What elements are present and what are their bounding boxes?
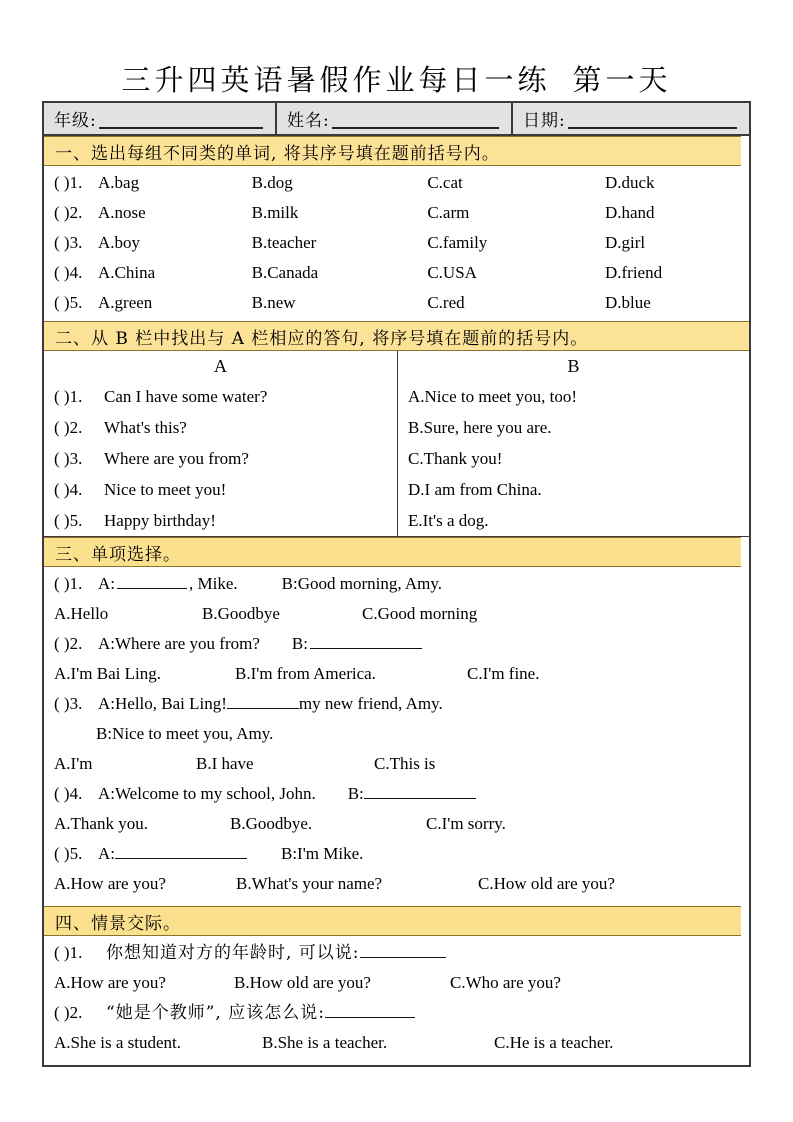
option-a[interactable]: A.I'm — [54, 754, 93, 773]
mc-question-stem — [44, 689, 749, 719]
answer-paren[interactable]: ( )5. — [54, 511, 83, 530]
answer-blank[interactable] — [325, 1002, 415, 1018]
matching-text: What's this? — [104, 418, 187, 437]
answer-paren[interactable]: ( )2. — [54, 418, 83, 437]
date-blank[interactable] — [568, 108, 737, 129]
answer-blank[interactable] — [360, 942, 446, 958]
option-b[interactable]: B.Goodbye. — [230, 814, 313, 833]
name-blank[interactable] — [332, 108, 499, 129]
stem-pre: A: — [98, 844, 115, 863]
name-field[interactable] — [277, 103, 513, 134]
answer-paren[interactable]: ( )1. — [54, 173, 83, 192]
answer-paren[interactable]: ( )1. — [54, 943, 83, 962]
matching-item-a — [44, 443, 397, 474]
word-row — [44, 288, 749, 318]
option-c[interactable]: C.arm — [427, 203, 470, 222]
option-c[interactable]: C.I'm sorry. — [426, 814, 506, 833]
stem-pre: A:Where are you from? — [98, 634, 260, 653]
page-title-main: 三升四英语暑假作业每日一练 — [121, 63, 551, 97]
answer-blank[interactable] — [227, 693, 299, 709]
option-a[interactable]: A.I'm Bai Ling. — [54, 664, 161, 683]
answer-paren[interactable]: ( )5. — [54, 293, 83, 312]
stem-post: , Mike. — [189, 574, 238, 593]
option-d[interactable]: D.duck — [604, 173, 655, 192]
mc-option-row — [44, 749, 749, 779]
situational-question-stem — [44, 998, 749, 1028]
option-c[interactable]: C.This is — [374, 754, 436, 773]
page-title-day: 第一天 — [572, 63, 672, 97]
section-3-body — [44, 567, 749, 906]
option-b[interactable]: B.What's your name? — [236, 874, 383, 893]
answer-blank[interactable] — [364, 783, 476, 799]
matching-text: Can I have some water? — [104, 387, 268, 406]
situational-option-row — [44, 968, 749, 998]
mc-question-stem-line2 — [44, 719, 749, 749]
answer-blank[interactable] — [117, 573, 187, 589]
matching-item-b: B.Sure, here you are. — [408, 418, 552, 437]
matching-item-a — [44, 505, 397, 536]
date-field[interactable] — [513, 103, 749, 134]
mc-option-row — [44, 599, 749, 629]
option-c[interactable]: C.family — [427, 233, 488, 252]
answer-paren[interactable]: ( )2. — [54, 634, 83, 653]
option-a[interactable]: A.nose — [98, 203, 146, 222]
option-c[interactable]: C.How old are you? — [478, 874, 615, 893]
option-a[interactable]: A.Hello — [54, 604, 109, 623]
option-c[interactable]: C.red — [427, 293, 465, 312]
student-info-row — [44, 103, 749, 136]
stem-text: 你想知道对方的年龄时, 可以说: — [106, 943, 360, 963]
option-c[interactable]: C.Who are you? — [450, 973, 561, 992]
stem-pre: A: — [98, 574, 115, 593]
word-row — [44, 228, 749, 258]
stem-tail: B:Good morning, Amy. — [281, 574, 443, 593]
situational-option-row — [44, 1028, 749, 1062]
option-d[interactable]: D.hand — [604, 203, 655, 222]
option-c[interactable]: C.cat — [427, 173, 463, 192]
stem-line2: B:Nice to meet you, Amy. — [96, 724, 274, 743]
option-d[interactable]: D.girl — [604, 233, 646, 252]
mc-question-stem — [44, 569, 749, 599]
answer-paren[interactable]: ( )1. — [54, 574, 83, 593]
answer-blank[interactable] — [310, 633, 422, 649]
answer-paren[interactable]: ( )1. — [54, 387, 83, 406]
stem-post: B: — [347, 784, 364, 803]
matching-item-b: A.Nice to meet you, too! — [408, 387, 578, 406]
mc-option-row — [44, 809, 749, 839]
answer-paren[interactable]: ( )3. — [54, 233, 83, 252]
option-a[interactable]: A.She is a student. — [54, 1033, 182, 1052]
matching-item-a — [44, 381, 397, 412]
option-b[interactable]: B.Goodbye — [202, 604, 280, 623]
option-c[interactable]: C.USA — [427, 263, 477, 282]
page-title — [42, 58, 751, 99]
name-label: 姓名: — [287, 111, 330, 131]
word-row — [44, 198, 749, 228]
stem-post: my new friend, Amy. — [298, 694, 443, 713]
word-row — [44, 168, 749, 198]
mc-option-row — [44, 659, 749, 689]
option-d[interactable]: D.friend — [604, 263, 663, 282]
matching-table — [44, 351, 749, 537]
stem-text: “她是个教师”, 应该怎么说: — [106, 1003, 325, 1023]
answer-paren[interactable]: ( )4. — [54, 480, 83, 499]
option-b[interactable]: B.I'm from America. — [235, 664, 376, 683]
mc-question-stem — [44, 629, 749, 659]
word-row — [44, 258, 749, 288]
option-a[interactable]: A.Thank you. — [54, 814, 148, 833]
situational-question-stem — [44, 938, 749, 968]
matching-item-a — [44, 412, 397, 443]
option-c[interactable]: C.Good morning — [362, 604, 478, 623]
worksheet-table — [42, 101, 751, 1067]
answer-blank[interactable] — [115, 843, 247, 859]
matching-column-a — [44, 351, 398, 536]
answer-paren[interactable]: ( )4. — [54, 263, 83, 282]
section-3-heading: 三、单项选择。 — [44, 537, 749, 567]
grade-field[interactable] — [44, 103, 277, 134]
stem-pre: A:Hello, Bai Ling! — [98, 694, 227, 713]
option-b[interactable]: B.teacher — [251, 233, 317, 252]
matching-text: Nice to meet you! — [104, 480, 227, 499]
option-a[interactable]: A.How are you? — [54, 874, 166, 893]
column-a-header: A — [214, 356, 227, 376]
section-4-body — [44, 936, 749, 1065]
option-b[interactable]: B.dog — [251, 173, 293, 192]
grade-label: 年级: — [54, 111, 97, 131]
option-b[interactable]: B.I have — [196, 754, 254, 773]
option-a[interactable]: A.green — [98, 293, 153, 312]
stem-post: B:I'm Mike. — [281, 844, 364, 863]
matching-text: Where are you from? — [104, 449, 249, 468]
answer-paren[interactable]: ( )2. — [54, 1003, 83, 1022]
option-a[interactable]: A.boy — [98, 233, 141, 252]
answer-paren[interactable]: ( )3. — [54, 449, 83, 468]
answer-paren[interactable]: ( )2. — [54, 203, 83, 222]
stem-pre: A:Welcome to my school, John. — [98, 784, 316, 803]
matching-column-b — [398, 351, 749, 536]
answer-paren[interactable]: ( )4. — [54, 784, 83, 803]
option-b[interactable]: B.new — [251, 293, 296, 312]
grade-blank[interactable] — [99, 108, 263, 129]
mc-option-row — [44, 869, 749, 903]
option-a[interactable]: A.How are you? — [54, 973, 166, 992]
section-1-body — [44, 166, 749, 321]
section-4-heading: 四、情景交际。 — [44, 906, 749, 936]
option-b[interactable]: B.She is a teacher. — [262, 1033, 388, 1052]
date-label: 日期: — [523, 111, 566, 131]
answer-paren[interactable]: ( )5. — [54, 844, 83, 863]
matching-item-b: D.I am from China. — [408, 480, 542, 499]
option-a[interactable]: A.China — [98, 263, 156, 282]
matching-item-a — [44, 474, 397, 505]
option-c[interactable]: C.He is a teacher. — [494, 1033, 614, 1052]
matching-item-b: C.Thank you! — [408, 449, 503, 468]
section-2-heading: 二、从 B 栏中找出与 A 栏相应的答句, 将序号填在题前的括号内。 — [44, 321, 749, 351]
option-b[interactable]: B.How old are you? — [234, 973, 371, 992]
option-b[interactable]: B.Canada — [251, 263, 319, 282]
option-a[interactable]: A.bag — [98, 173, 140, 192]
answer-paren[interactable]: ( )3. — [54, 694, 83, 713]
option-c[interactable]: C.I'm fine. — [467, 664, 540, 683]
mc-question-stem — [44, 779, 749, 809]
stem-post: B: — [291, 634, 308, 653]
option-b[interactable]: B.milk — [251, 203, 299, 222]
section-1-heading: 一、选出每组不同类的单词, 将其序号填在题前括号内。 — [44, 136, 749, 166]
mc-question-stem — [44, 839, 749, 869]
column-b-header: B — [567, 356, 580, 376]
matching-item-b: E.It's a dog. — [408, 511, 489, 530]
option-d[interactable]: D.blue — [604, 293, 651, 312]
matching-text: Happy birthday! — [104, 511, 216, 530]
